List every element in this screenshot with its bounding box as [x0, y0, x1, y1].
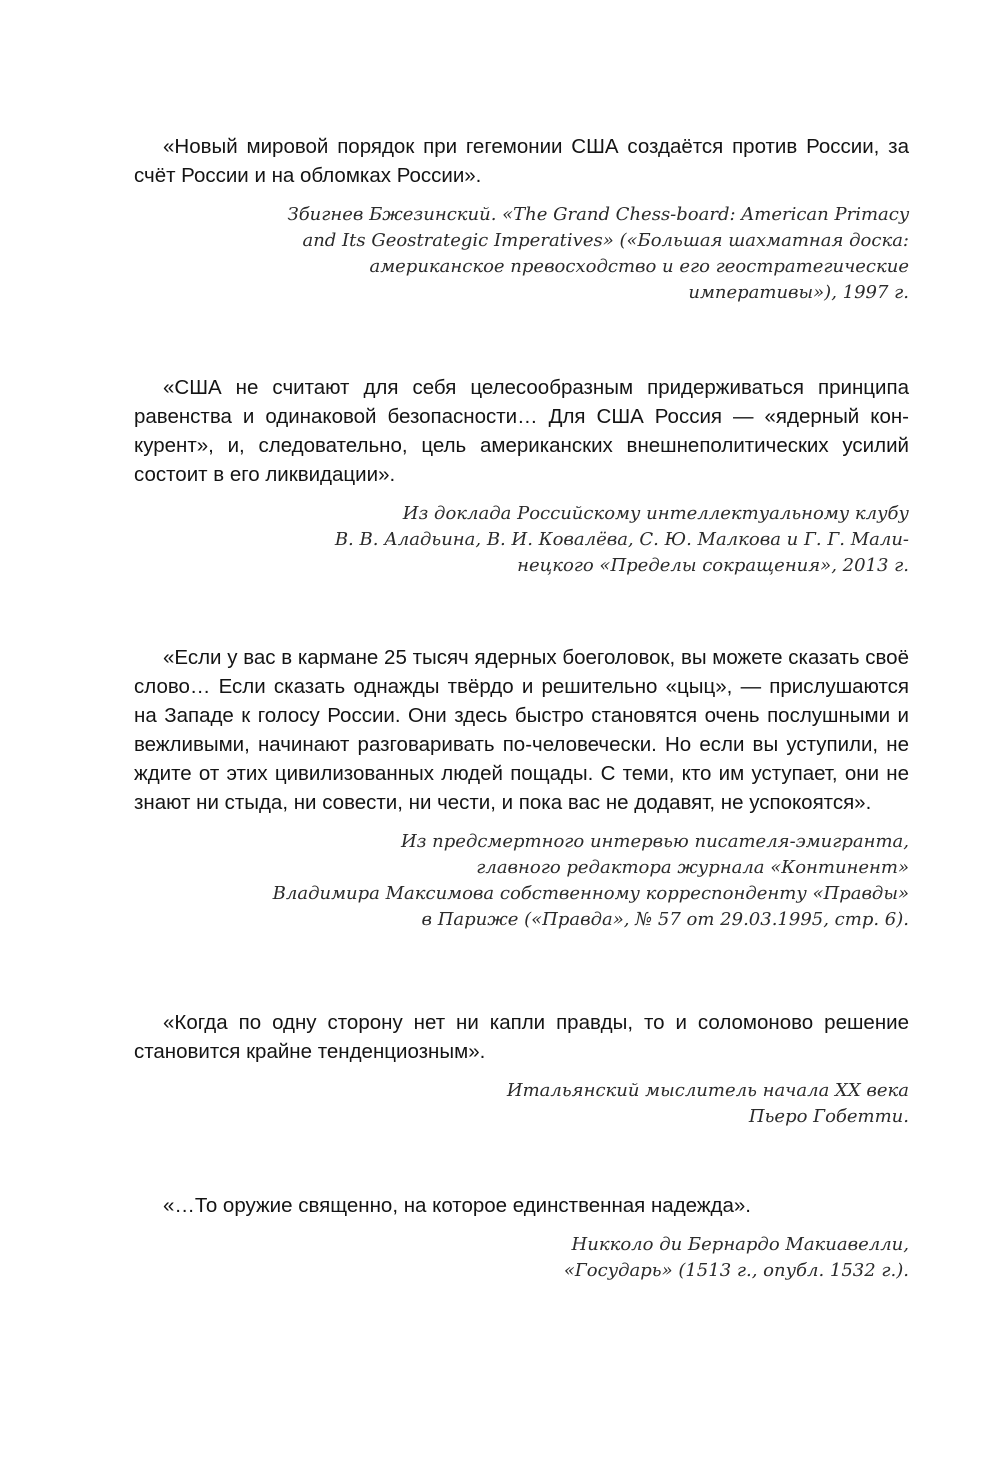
epigraph-quote: «Если у вас в кармане 25 тысяч ядерных боеголовок, вы можете сказать своё слово… Если сказать однажды твёрдо и решительно «цыц», — прислушаются на Западе к голосу России. Они здесь быстро становятся очень послушными и вежливыми, начинают разговаривать по-человечески. Но если вы уступили, не ждите от этих цивилизованных людей пощады. С теми, кто им уступает, они не знают ни стыда, ни совести, ни чести, и пока вас не додавят, не успокоятся». [134, 646, 909, 814]
epigraph-5 [134, 1191, 909, 1284]
attribution-line: Пьеро Гобетти. [748, 1106, 909, 1127]
attribution-line: нецкого «Пределы сокращения», 2013 г. [517, 555, 909, 576]
epigraph-4 [134, 1008, 909, 1130]
attribution-line: В. В. Аладьина, В. И. Ковалёва, С. Ю. Малкова и Г. Г. Мали- [334, 529, 909, 550]
attribution-line: Из предсмертного интервью писателя-эмигранта, [400, 831, 909, 852]
attribution-line: Збигнев Бжезинский. «The Grand Chess-board: American Primacy [287, 204, 909, 225]
epigraph-quote: «Когда по одну сторону нет ни капли правды, то и соломоново решение становится крайне тенденциозным». [134, 1011, 909, 1063]
epigraph-quote: «США не считают для себя целесообразным придерживаться принципа равенства и одинаковой безопасности… Для США Россия — «ядерный конкурент», и, следовательно, цель американских внешнеполитических усилий состоит в его ликвидации». [134, 376, 909, 486]
attribution-line: американское превосходство и его геостратегические [369, 256, 909, 277]
epigraph-3 [134, 643, 909, 933]
attribution-line: Владимира Максимова собственному корреспонденту «Правды» [272, 883, 909, 904]
attribution-line: в Париже («Правда», № 57 от 29.03.1995, стр. 6). [421, 909, 909, 930]
attribution-line: and Its Geostrategic Imperatives» («Большая шахматная доска: [302, 230, 909, 251]
epigraph-attribution [134, 501, 909, 579]
epigraph-quote: «…То оружие священно, на которое единственная надежда». [163, 1194, 751, 1217]
attribution-line: Никколо ди Бернардо Макиавелли, [571, 1234, 909, 1255]
attribution-line: «Государь» (1513 г., опубл. 1532 г.). [563, 1260, 909, 1281]
epigraph-1 [134, 132, 909, 306]
epigraph-attribution [134, 202, 909, 306]
attribution-line: Из доклада Российскому интеллектуальному клубу [402, 503, 909, 524]
epigraph-quote: «Новый мировой порядок при гегемонии США создаётся против России, за счёт России и на обломках России». [134, 135, 909, 187]
attribution-line: Итальянский мыслитель начала XX века [506, 1080, 909, 1101]
attribution-line: главного редактора журнала «Континент» [476, 857, 909, 878]
attribution-line: императивы»), 1997 г. [688, 282, 909, 303]
epigraph-attribution [134, 1232, 909, 1284]
epigraph-2 [134, 373, 909, 579]
epigraph-attribution [134, 1078, 909, 1130]
epigraph-attribution [134, 829, 909, 933]
